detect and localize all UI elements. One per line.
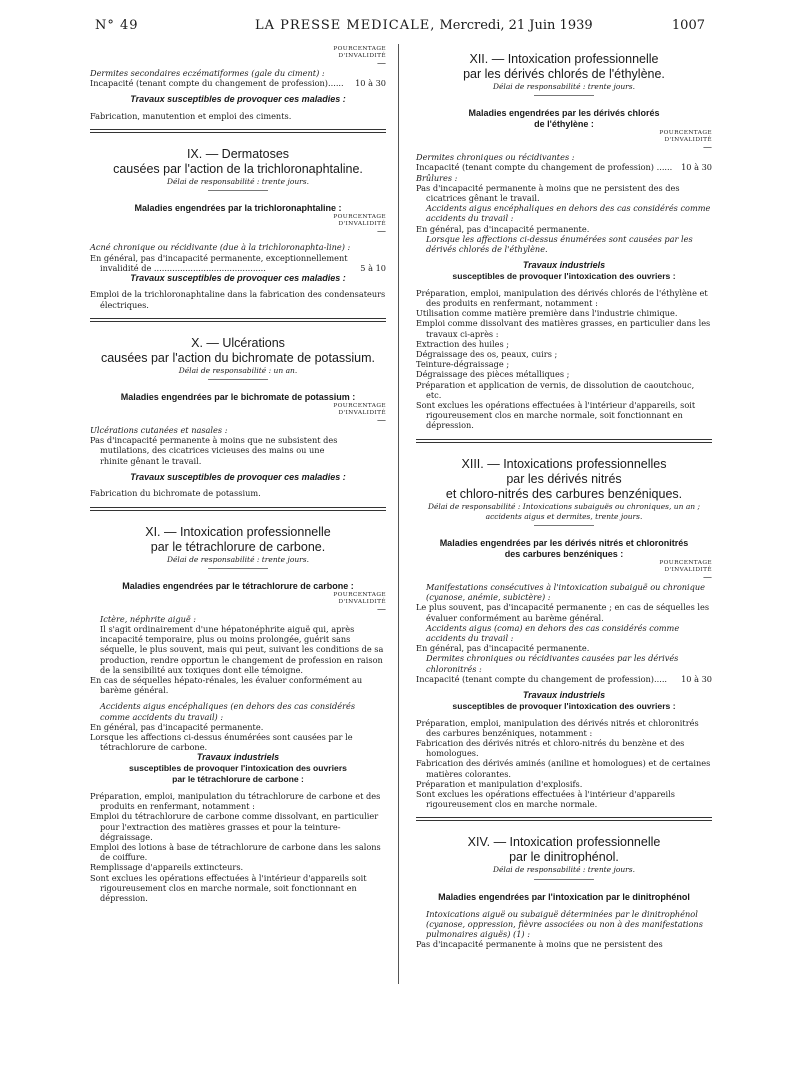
issue-date: Mercredi, 21 Juin 1939 — [439, 18, 593, 33]
section-rule — [90, 318, 386, 322]
x-pas: Pas d'incapacité permanente à moins que ne subsistent des mutilations, des cicatrices vicieuses des mains ou une rhinite gênant le travail. — [90, 435, 338, 466]
xiii-incap-row: Incapacité (tenant compte du changement de profession)..... 10 à 30 — [416, 673, 712, 684]
xi-delai: Délai de responsabilité : trente jours. — [166, 554, 309, 564]
xii-t2: Utilisation comme matière première dans l'industrie chimique. — [416, 308, 678, 319]
left-top-incap-row: Incapacité (tenant compte du changement de profession)...... 10 à 30 — [90, 78, 386, 89]
xii-t1: Préparation, emploi, manipulation des dérivés chlorés de l'éthylène et des produits en renfermant, notamment : — [416, 287, 708, 308]
x-travaux-title: Travaux susceptibles de provoquer ces maladies : — [130, 471, 346, 482]
xiii-travaux-title: Travaux industriels — [522, 690, 606, 701]
x-ulc: Ulcérations cutanées et nasales : — [90, 425, 228, 436]
left-top-dermites: Dermites secondaires eczématiformes (gale du ciment) : — [90, 68, 325, 78]
xiv-title: XIV. — Intoxication professionnelle par le dinitrophénol. — [467, 835, 661, 865]
xiii-t3: Fabrication des dérivés aminés (aniline et homologues) et de certaines matières colorantes. — [416, 758, 711, 779]
xiii-title: XIII. — Intoxications professionnelles par les dérivés nitrés et chloro-nitrés des carbures benzéniques. — [445, 456, 683, 501]
xii-title: XII. — Intoxication professionnelle par les dérivés chlorés de l'éthylène. — [463, 52, 665, 81]
xiv-pas: Pas d'incapacité permanente à moins que ne persistent des — [416, 939, 663, 950]
xiii-manif: Manifestations consécutives à l'intoxication subaiguë ou chronique (cyanose, anémie, subictère) : — [426, 581, 706, 603]
xi-maladies: Maladies engendrées par le tétrachlorure de carbone : — [122, 580, 354, 591]
journal-title: LA PRESSE MEDICALE, — [255, 18, 436, 33]
xii-t7: Dégraissage des pièces métalliques ; — [416, 369, 570, 380]
xii-delai: Délai de responsabilité : trente jours. — [492, 82, 635, 91]
xiii-le: Le plus souvent, pas d'incapacité permanente ; en cas de séquelles les évaluer conformément au barème général. — [416, 602, 710, 623]
left-top-travaux-text: Fabrication, manutention et emploi des ciments. — [90, 110, 292, 121]
pct-dash: — — [377, 59, 386, 69]
xii-travaux-title: Travaux industriels — [522, 260, 606, 271]
section-rule — [416, 439, 712, 443]
xi-t4: Remplissage d'appareils extincteurs. — [90, 862, 244, 873]
xii-t9: Sont exclues les opérations effectuées à l'intérieur d'appareils, soit rigoureusement clos en marche normale, soit fonctionnant en dépression. — [416, 399, 696, 431]
column-divider — [398, 44, 399, 984]
ix-acne: Acné chronique ou récidivante (due à la trichloronaphta-line) : — [90, 242, 351, 253]
xii-brulures: Brûlures : — [416, 172, 458, 183]
xii-t4: Extraction des huiles ; — [416, 338, 510, 349]
xii-maladies: Maladies engendrées par les dérivés chlorés de l'éthylène : — [468, 108, 660, 130]
xi-t3: Emploi des lotions à base de tétrachlorure de carbone dans les salons de coiffure. — [90, 841, 381, 863]
pct-header: POURCENTAGE D'INVALIDITÉ — [333, 46, 386, 59]
xi-t1: Préparation, emploi, manipulation du tétrachlorure de carbone et des produits en renfermant, notamment : — [90, 790, 381, 812]
ix-general-row: En général, pas d'incapacité permanente, exceptionnellement invalidité de ........................................... 5 à 10 — [90, 252, 386, 273]
xiii-t4: Préparation et manipulation d'explosifs. — [416, 778, 583, 789]
section-rule — [90, 129, 386, 133]
left-top-travaux-title: Travaux susceptibles de provoquer ces maladies : — [130, 94, 346, 105]
x-maladies: Maladies engendrées par le bichromate de potassium : — [120, 392, 356, 403]
xi-title: XI. — Intoxication professionnelle par le tétrachlorure de carbone. — [145, 524, 331, 554]
xi-p5: Lorsque les affections ci-dessus énumérées sont causées par le tétrachlorure de carbone. — [90, 731, 353, 753]
section-rule — [90, 507, 386, 511]
xi-travaux-title: Travaux industriels — [196, 752, 280, 763]
xiii-acc: Accidents aigus (coma) en dehors des cas considérés comme accidents du travail : — [426, 622, 680, 643]
ix-delai: Délai de responsabilité : trente jours. — [166, 177, 309, 187]
xii-t8: Préparation et application de vernis, de dissolution de caoutchouc, etc. — [416, 379, 695, 400]
xi-ictere: Ictère, néphrite aiguë : — [100, 613, 197, 624]
xii-acc: Accidents aigus encéphaliques en dehors des cas considérés comme accidents du travail : — [426, 203, 711, 224]
xiv-maladies: Maladies engendrées par l'intoxication par le dinitrophénol — [438, 891, 690, 902]
xi-p3: Accidents aigus encéphaliques (en dehors des cas considérés comme accidents du travail) : — [100, 701, 356, 722]
section-rule — [416, 817, 712, 821]
ix-travaux-title: Travaux susceptibles de provoquer ces maladies : — [130, 272, 346, 283]
x-delai: Délai de responsabilité : un an. — [178, 365, 298, 375]
ix-maladies: Maladies engendrées par la trichloronaphtaline : — [134, 203, 342, 214]
xii-t3: Emploi comme dissolvant des matières grasses, en particulier dans les travaux ci-après : — [416, 318, 711, 339]
issue-number: N° 49 — [95, 18, 139, 33]
xii-pas: Pas d'incapacité permanente à moins que ne persistent des des cicatrices gênant le travail. — [416, 182, 680, 204]
ix-title: IX. — Dermatoses causées par l'action de la trichloronaphtaline. — [113, 147, 363, 177]
xii-gen: En général, pas d'incapacité permanente. — [416, 223, 590, 234]
xi-t2: Emploi du tétrachlorure de carbone comme dissolvant, en particulier pour l'extraction des matières grasses et pour la teinture-dégraissage. — [90, 811, 379, 842]
ix-travaux-text: Emploi de la trichloronaphtaline dans la fabrication des condensateurs électriques. — [90, 289, 386, 310]
xiii-maladies: Maladies engendrées par les dérivés nitrés et chloronitrés des carbures benzéniques : — [439, 537, 689, 559]
xiv-delai: Délai de responsabilité : trente jours. — [492, 865, 635, 875]
left-column: POURCENTAGE D'INVALIDITÉ — Dermites secondaires eczématiformes (gale du ciment) : Incapacité (tenant compte du changement de profession)...... 10 à 30 Travaux susceptibles de provoquer ces maladies : Fabrication, manutention et emploi des ciments. IX. — Dermatoses causées par l'action de la trichloronaphtaline. Délai de responsabilité : trente jours. Maladies engendrées par la trichloronaphtaline : POURCENTAGE D'INVALIDITÉ — Acné chronique ou récidivante (due à la trichloronaphta-line) : En général, pas d'incapacité permanente, exceptionnellement invalidité de ........................................... 5 à 10 Travaux susceptibles de provoquer ces maladies : Emploi de la trichloronaphtaline dans la fabrication des condensateurs électriques. X. — Ulcérations causées par l'action du bichromate de potassium. Délai de responsabilité : un an. Maladies engendrées par le bichromate de potassium : POURCENTAGE D'INVALIDITÉ — Ulcérations cutanées et nasales : Pas d'incapacité permanente à moins que ne subsistent des mutilations, des cicatrices vicieuses des mains ou une rhinite gênant le travail. Travaux susceptibles de provoquer ces maladies : Fabrication du bichromate de potassium. XI. — Intoxication professionnelle par le tétrachlorure de carbone. Délai de responsabilité : trente jours. Maladies engendrées par le tétrachlorure de carbone : POURCENTAGE D'INVALIDITÉ — Ictère, néphrite aiguë : Il s'agit ordinairement d'une hépatonéphrite aiguë qui, après incapacité temporaire, plus ou moins prolongée, guérit sans séquelle, le plus souvent, mais qui peut, suivant les conditions de sa production, rendre opportun le changement de profession en raison de la sensibilité aux toxiques dont elle témoigne. En cas de séquelles hépato-rénales, les évaluer conformément au barème général. Accidents aigus encéphaliques (en dehors des cas considérés comme accidents du travail) : En général, pas d'incapacité permanente. Lorsque les affections ci-dessus énumérées sont causées par le tétrachlorure de carbone. Travaux industriels susceptibles de provoquer l'intoxication des ouvriers par le tétrachlorure de carbone : Préparation, emploi, manipulation du tétrachlorure de carbone et des produits en renfermant, notamment : Emploi du tétrachlorure de carbone comme dissolvant, en particulier pour l'extraction des matières grasses et pour la teinture-dégraissage. Emploi des lotions à base de tétrachlorure de carbone dans les salons de coiffure. Remplissage d'appareils extincteurs. Sont exclues les opérations effectuées à l'intérieur d'appareils soit rigoureusement clos en marche normale, soit fonctionnant en dépression. — [90, 46, 386, 903]
xii-t5: Dégraissage des os, peaux, cuirs ; — [416, 348, 558, 359]
xi-p4: En général, pas d'incapacité permanente. — [90, 721, 264, 732]
xiii-t5: Sont exclues les opérations effectuées à l'intérieur d'appareils rigoureusement clos en marche normale. — [416, 788, 675, 810]
xiii-delai: Délai de responsabilité : Intoxications subaiguës ou chroniques, un an ; accidents aigus et dermites, trente jours. — [427, 501, 701, 521]
right-column: XII. — Intoxication professionnelle par les dérivés chlorés de l'éthylène. Délai de responsabilité : trente jours. Maladies engendrées par les dérivés chlorés de l'éthylène : POURCENTAGE D'INVALIDITÉ — Dermites chroniques ou récidivantes : Incapacité (tenant compte du changement de profession) ...... 10 à 30 Brûlures : Pas d'incapacité permanente à moins que ne persistent des des cicatrices gênant le travail. Accidents aigus encéphaliques en dehors des cas considérés comme accidents du travail : En général, pas d'incapacité permanente. Lorsque les affections ci-dessus énumérées sont causées par les dérivés chlorés de l'éthylène. Travaux industriels susceptibles de provoquer l'intoxication des ouvriers : Préparation, emploi, manipulation des dérivés chlorés de l'éthylène et des produits en renfermant, notamment : Utilisation comme matière première dans l'industrie chimique. Emploi comme dissolvant des matières grasses, en particulier dans les travaux ci-après : Extraction des huiles ; Dégraissage des os, peaux, cuirs ; Teinture-dégraissage ; Dégraissage des pièces métalliques ; Préparation et application de vernis, de dissolution de caoutchouc, etc. Sont exclues les opérations effectuées à l'intérieur d'appareils, soit rigoureusement clos en marche normale, soit fonctionnant en dépression. XIII. — Intoxications professionnelles par les dérivés nitrés et chloro-nitrés des carbures benzéniques. Délai de responsabilité : Intoxications subaiguës ou chroniques, un an ; accidents aigus et dermites, trente jours. Maladies engendrées par les dérivés nitrés et chloronitrés des carbures benzéniques : POURCENTAGE D'INVALIDITÉ — Manifestations consécutives à l'intoxication subaiguë ou chronique (cyanose, anémie, subictère) : Le plus souvent, pas d'incapacité permanente ; en cas de séquelles les évaluer conformément au barème général. Accidents aigus (coma) en dehors des cas considérés comme accidents du travail : En général, pas d'incapacité permanente. Dermites chroniques ou récidivantes causées par les dérivés chloronitrés : Incapacité (tenant compte du changement de profession)..... 10 à 30 Travaux industriels susceptibles de provoquer l'intoxication des ouvriers : Préparation, emploi, manipulation des dérivés nitrés et chloronitrés des carbures benzéniques, notamment : Fabrication des dérivés nitrés et chloro-nitrés du benzène et des homologues. Fabrication des dérivés aminés (aniline et homologues) et de certaines matières colorantes. Préparation et manipulation d'explosifs. Sont exclues les opérations effectuées à l'intérieur d'appareils rigoureusement clos en marche normale. XIV. — Intoxication professionnelle par le dinitrophénol. Délai de responsabilité : trente jours. Maladies engendrées par l'intoxication par le dinitrophénol Intoxications aiguë ou subaiguë déterminées par le dinitrophénol (cyanose, oppression, fièvre associées ou non à des manifestations pulmonaires aiguës) (1) : Pas d'incapacité permanente à moins que ne persistent des — [416, 52, 712, 950]
xii-dermites: Dermites chroniques ou récidivantes : — [416, 152, 575, 163]
xii-incap-row: Incapacité (tenant compte du changement de profession) ...... 10 à 30 — [416, 162, 712, 173]
xiii-t2: Fabrication des dérivés nitrés et chloro-nitrés du benzène et des homologues. — [416, 737, 685, 759]
xiv-intox: Intoxications aiguë ou subaiguë déterminées par le dinitrophénol (cyanose, oppression, fièvre associées ou non à des manifestations pulmonaires aiguës) (1) : — [426, 908, 703, 939]
page-number: 1007 — [671, 18, 705, 33]
xiii-gen: En général, pas d'incapacité permanente. — [416, 643, 590, 654]
page-header — [95, 18, 705, 40]
xi-p2: En cas de séquelles hépato-rénales, les évaluer conformément au barème général. — [90, 674, 363, 696]
xi-p1: Il s'agit ordinairement d'une hépatonéphrite aiguë qui, après incapacité temporaire, plus ou moins prolongée, guérit sans séquelle, le plus souvent, mais qui peut, suivant les conditions de sa production, rendre opportun le changement de profession en raison de la sensibilité aux toxiques dont elle témoigne. — [100, 623, 384, 675]
xii-lors: Lorsque les affections ci-dessus énumérées sont causées par les dérivés chlorés de l'éthylène. — [426, 233, 693, 255]
xii-t6: Teinture-dégraissage ; — [416, 359, 510, 370]
x-title: X. — Ulcérations causées par l'action du bichromate de potassium. — [100, 335, 376, 365]
xiii-t1: Préparation, emploi, manipulation des dérivés nitrés et chloronitrés des carbures benzéniques, notamment : — [416, 717, 699, 738]
xiii-derm: Dermites chroniques ou récidivantes causées par les dérivés chloronitrés : — [426, 653, 679, 674]
x-travaux-text: Fabrication du bichromate de potassium. — [90, 488, 261, 499]
xi-t5: Sont exclues les opérations effectuées à l'intérieur d'appareils soit rigoureusement clos en marche normale, soit fonctionnant en dépression. — [90, 872, 367, 903]
